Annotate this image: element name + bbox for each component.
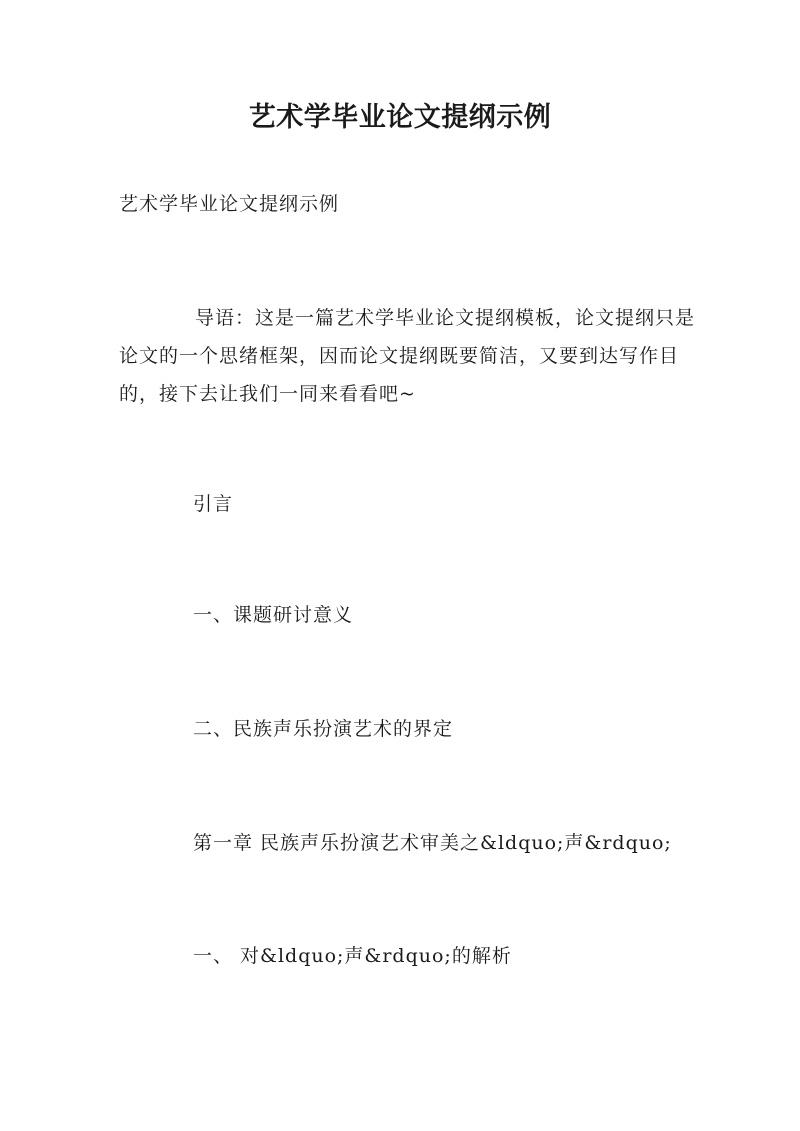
chapter-one-heading: 第一章 民族声乐扮演艺术审美之&ldquo;声&rdquo; xyxy=(193,832,672,854)
document-title: 艺术学毕业论文提纲示例 xyxy=(248,102,552,133)
intro-paragraph: 导语：这是一篇艺术学毕业论文提纲模板，论文提纲只是论文的一个思绪框架，因而论文提纲既要简洁，又要到达写作目的，接下去让我们一同来看看吧~ xyxy=(119,307,696,405)
section-definition: 二、民族声乐扮演艺术的界定 xyxy=(193,718,454,740)
section-research-significance: 一、课题研讨意义 xyxy=(193,604,354,626)
document-subtitle: 艺术学毕业论文提纲示例 xyxy=(119,193,340,215)
section-introduction: 引言 xyxy=(193,493,234,515)
chapter-one-subsection: 一、 对&ldquo;声&rdquo;的解析 xyxy=(193,945,512,967)
